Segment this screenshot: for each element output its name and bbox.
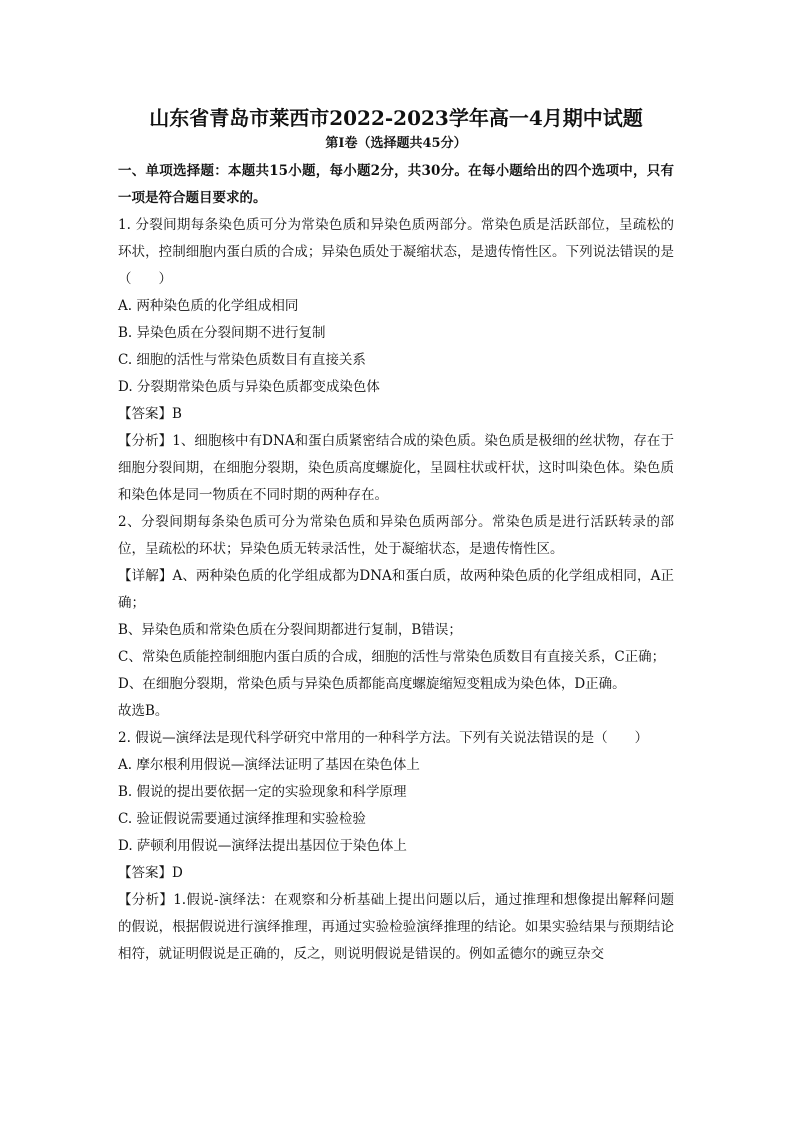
question-1-detail-c: C、常染色质能控制细胞内蛋白质的合成，细胞的活性与常染色质数目有直接关系，C正确；: [118, 649, 666, 665]
question-1-option-d: D. 分裂期常染色质与异染色质都变成染色体: [118, 379, 380, 395]
question-1-detail-b: B、异染色质和常染色质在分裂间期都进行复制，B错误；: [118, 622, 462, 638]
question-2-analysis: 【分析】1.假说-演绎法：在观察和分析基础上提出问题以后，通过推理和想像提出解释问题的假说，根据假说进行演绎推理，再通过实验检验演绎推理的结论。如果实验结果与预期结论相符，就证明假说是正确的，反之，则说明假说是错误的。例如孟德尔的豌豆杂交: [118, 892, 674, 962]
question-2-answer: 【答案】D: [118, 865, 183, 881]
question-1-analysis-1: 【分析】1、细胞核中有DNA和蛋白质紧密结合成的染色质。染色质是极细的丝状物，存在于细胞分裂间期，在细胞分裂期，染色质高度螺旋化，呈圆柱状或杆状，这时叫染色体。染色质和染色体是同一物质在不同时期的两种存在。: [118, 433, 674, 503]
question-2-option-b: B. 假说的提出要依据一定的实验现象和科学原理: [118, 784, 407, 800]
question-1-detail-d: D、在细胞分裂期，常染色质与异染色质都能高度螺旋缩短变粗成为染色体，D正确。: [118, 676, 626, 692]
question-1-detail-a: 【详解】A、两种染色质的化学组成都为DNA和蛋白质，故两种染色质的化学组成相同，A正确；: [118, 568, 674, 611]
question-2-option-a: A. 摩尔根利用假说—演绎法证明了基因在染色体上: [118, 757, 420, 773]
page-content: [118, 104, 674, 968]
question-1-answer: 【答案】B: [118, 406, 182, 422]
question-2-option-c: C. 验证假说需要通过演绎推理和实验检验: [118, 811, 366, 827]
question-1-option-b: B. 异染色质在分裂间期不进行复制: [118, 325, 326, 341]
question-1-conclusion: 故选B。: [118, 703, 169, 719]
question-2-option-d: D. 萨顿利用假说—演绎法提出基因位于染色体上: [118, 838, 407, 854]
question-1-stem: 1. 分裂间期每条染色质可分为常染色质和异染色质两部分。常染色质是活跃部位，呈疏松的环状，控制细胞内蛋白质的合成；异染色质处于凝缩状态，是遗传惰性区。下列说法错误的是（ ）: [118, 217, 674, 287]
question-1-analysis-2: 2、分裂间期每条染色质可分为常染色质和异染色质两部分。常染色质是进行活跃转录的部位，呈疏松的环状；异染色质无转录活性，处于凝缩状态，是遗传惰性区。: [118, 514, 674, 557]
section-heading: 一、单项选择题：本题共15小题，每小题2分，共30分。在每小题给出的四个选项中，只有一项是符合题目要求的。: [118, 163, 674, 206]
page-title: 山东省青岛市莱西市2022-2023学年高一4月期中试题: [149, 106, 643, 130]
question-1-option-c: C. 细胞的活性与常染色质数目有直接关系: [118, 352, 366, 368]
question-2-stem: 2. 假说—演绎法是现代科学研究中常用的一种科学方法。下列有关说法错误的是（ ）: [118, 730, 649, 746]
paper-part-subtitle: 第Ⅰ卷（选择题共45分）: [325, 136, 467, 151]
question-1-option-a: A. 两种染色质的化学组成相同: [118, 298, 299, 314]
